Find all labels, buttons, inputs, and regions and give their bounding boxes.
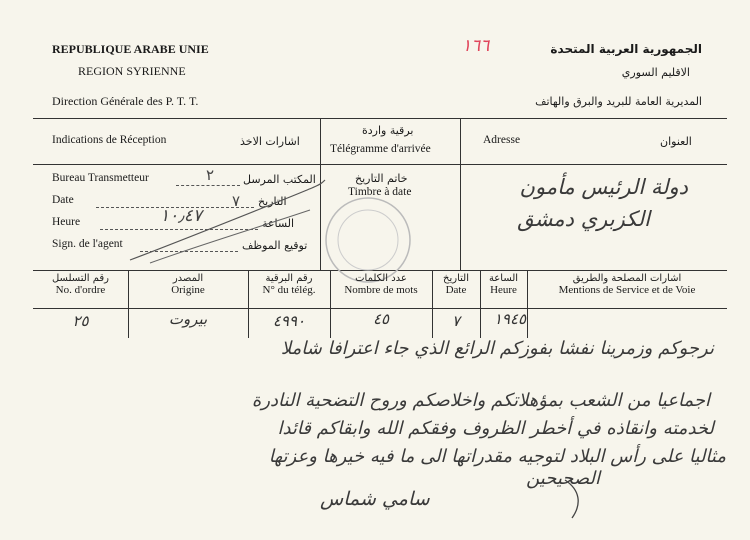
red-reference-number: ١٦٦ — [462, 36, 490, 56]
value-telegram-no: ٤٩٩٠ — [272, 312, 306, 330]
address-line1: دولة الرئيس مأمون — [519, 175, 688, 199]
header-right-line3: المديرية العامة للبريد والبرق والهاتف — [535, 95, 702, 108]
telegram-fr: Télégramme d'arrivée — [330, 143, 431, 155]
message-line3: لخدمته وانقاذه في أخطر الظروف وفقكم الله وابقاكم قائدا — [277, 418, 714, 439]
field-heure-fr: Heure — [52, 216, 81, 228]
message-line1: نرجوكم وزمرينا نفشا بفوزكم الرائع الذي جاء اعترافا شاملا — [280, 338, 714, 359]
rule-top-row-bottom — [33, 164, 727, 165]
header-right-line2: الاقليم السوري — [621, 66, 690, 79]
field-sign-ar: توقيع الموظف — [242, 239, 308, 252]
signature-flourish — [560, 478, 590, 522]
col-telegram-no-ar: رقم البرقية — [265, 273, 313, 284]
rule-top — [33, 118, 727, 119]
signature-name: سامي شماس — [320, 488, 430, 510]
col-date-fr: Date — [445, 284, 467, 296]
agent-signature-scribble — [110, 175, 330, 270]
col-mentions-fr: Mentions de Service et de Voie — [558, 284, 696, 296]
value-date: ٧ — [451, 312, 461, 330]
field-bureau-fr: Bureau Transmetteur — [52, 172, 149, 184]
col-telegram-no — [248, 273, 330, 296]
adresse-fr: Adresse — [483, 134, 521, 146]
message-line5: الصحيحين — [526, 468, 600, 489]
field-heure-value: ١٠٫٤٧ — [160, 206, 203, 226]
col-mots — [330, 273, 432, 296]
col-heure-ar: الساعة — [488, 273, 519, 284]
col-ordre — [33, 273, 128, 296]
header-right-line1: الجمهورية العربية المتحدة — [550, 42, 702, 56]
field-date-ar: التاريخ — [258, 195, 287, 208]
value-ordre: ٢٥ — [72, 312, 89, 330]
col-mots-fr: Nombre de mots — [344, 284, 418, 296]
rule-columns-bottom — [33, 308, 727, 309]
message-line4: مثاليا على رأس البلاد لتوجيه مقدراتها الى ما فيه خيرها وعزتها — [268, 446, 726, 467]
value-mots: ٤٥ — [372, 310, 390, 328]
col-origine — [128, 273, 248, 296]
adresse-ar: العنوان — [660, 135, 692, 148]
header-left-line2: REGION SYRIENNE — [78, 64, 186, 78]
col-telegram-no-fr: N° du télég. — [262, 284, 316, 296]
field-bureau-value: ٢ — [206, 166, 215, 184]
date-stamp-circle — [318, 195, 418, 285]
value-origine: بيروت — [168, 310, 208, 328]
col-heure-fr: Heure — [490, 284, 517, 296]
header-left-line1: REPUBLIQUE ARABE UNIE — [52, 42, 209, 56]
col-origine-fr: Origine — [171, 284, 205, 296]
col-date — [432, 273, 480, 296]
field-heure-ar: الساعة — [262, 217, 295, 230]
col-heure — [480, 273, 527, 296]
indications-fr: Indications de Réception — [52, 134, 167, 146]
field-date-value: ٧ — [232, 192, 241, 210]
field-sign-fr: Sign. de l'agent — [52, 238, 123, 250]
value-heure: ١٩٤٥ — [493, 310, 527, 328]
timbre-fr: Timbre à date — [348, 186, 412, 198]
field-bureau-ar: المكتب المرسل — [243, 173, 316, 186]
col-mentions — [527, 273, 727, 296]
col-origine-ar: المصدر — [172, 273, 204, 284]
col-mentions-ar: اشارات المصلحة والطريق — [572, 273, 682, 284]
telegram-ar: برقية واردة — [362, 124, 414, 137]
address-line2: الكزبري دمشق — [517, 207, 650, 231]
col-ordre-fr: No. d'ordre — [55, 284, 106, 296]
divider-right — [460, 118, 461, 270]
timbre-ar: خاتم التاريخ — [355, 172, 408, 185]
col-ordre-ar: رقم التسلسل — [51, 273, 109, 284]
indications-ar: اشارات الاخذ — [240, 135, 300, 148]
col-mots-ar: عدد الكلمات — [355, 273, 407, 284]
header-left-line3: Direction Générale des P. T. T. — [52, 94, 199, 108]
message-line2: اجماعيا من الشعب بمؤهلاتكم واخلاصكم وروح التضحية النادرة — [251, 390, 710, 411]
col-date-ar: التاريخ — [443, 273, 469, 284]
field-date-fr: Date — [52, 194, 74, 206]
